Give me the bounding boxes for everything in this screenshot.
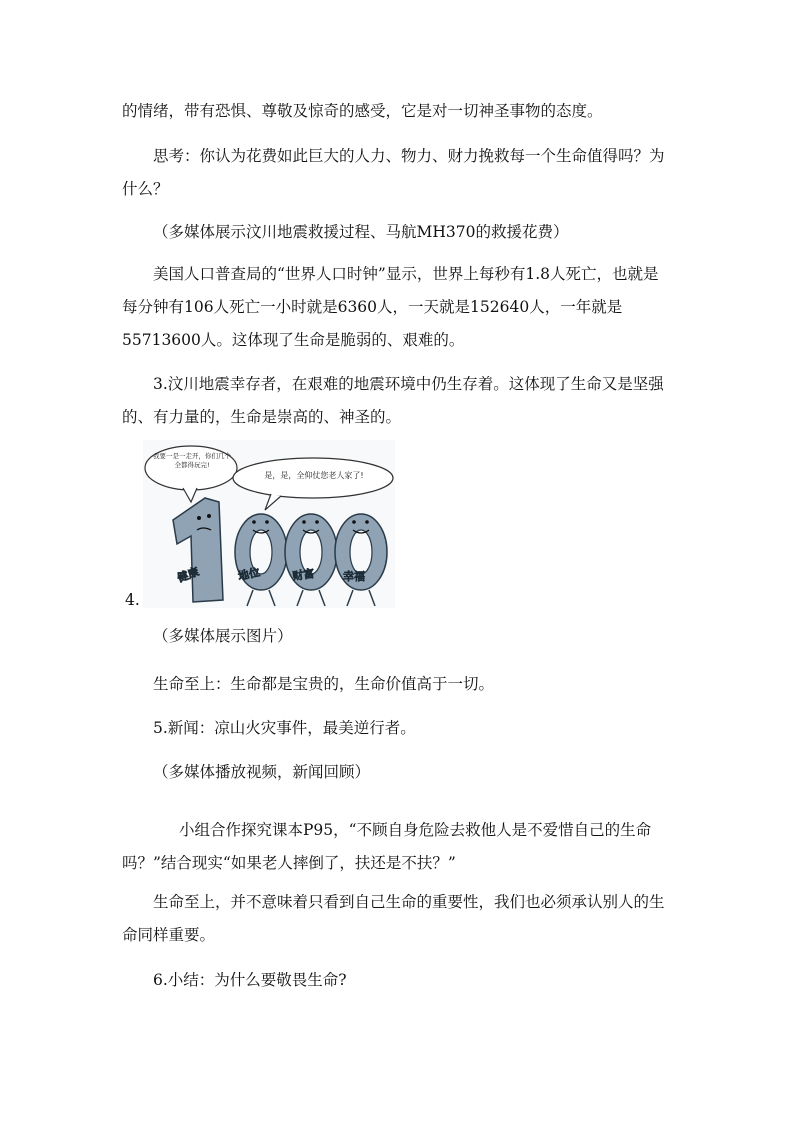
label-health: 健康 xyxy=(175,565,201,585)
cartoon-image xyxy=(143,440,395,608)
paragraph-group-inquiry: 小组合作探究课本P95，“不顾自身危险去救他人是不爱惜自己的生命吗？”结合现实“如果老人摔倒了，扶还是不扶？” xyxy=(122,821,652,872)
item-number-4: 4. xyxy=(125,591,140,609)
paragraph-population-clock: 美国人口普查局的“世界人口时钟”显示，世界上每秒有1.8人死亡，也就是每分钟有106人死亡一小时就是6360人，一天就是152640人，一年就是55713600人。这体现了生命是脆弱的、艰难的。 xyxy=(122,265,659,349)
paragraph-multimedia-3: （多媒体播放视频，新闻回顾） xyxy=(153,763,371,781)
label-happiness: 幸福 xyxy=(343,570,365,583)
paragraph-1: 的情绪，带有恐惧、尊敬及惊奇的感受，它是对一切神圣事物的态度。 xyxy=(122,102,603,120)
paragraph-item-3: 3.汶川地震幸存者，在艰难的地震环境中仍生存着。这体现了生命又是坚强的、有力量的，生命是崇高的、神圣的。 xyxy=(122,375,664,426)
paragraph-multimedia-2: （多媒体展示图片） xyxy=(153,627,293,645)
paragraph-multimedia-1: （多媒体展示汶川地震救援过程、马航MH370的救援花费） xyxy=(153,223,569,241)
paragraph-think: 思考：你认为花费如此巨大的人力、物力、财力挽救每一个生命值得吗？为什么？ xyxy=(122,147,665,198)
bubble-left-text: 我要一是一走开，你们几个全都得玩完! xyxy=(153,452,231,469)
paragraph-item-5: 5.新闻：凉山火灾事件，最美逆行者。 xyxy=(153,719,416,737)
bubble-right-text: 是，是，全仰仗您老人家了! xyxy=(264,471,364,480)
paragraph-summary: 6.小结：为什么要敬畏生命? xyxy=(153,971,347,989)
paragraph-life-supreme: 生命至上：生命都是宝贵的，生命价值高于一切。 xyxy=(153,675,495,693)
label-wealth: 财富 xyxy=(291,567,316,583)
paragraph-others-life: 生命至上，并不意味着只看到自己生命的重要性，我们也必须承认别人的生命同样重要。 xyxy=(122,893,665,944)
label-status: 地位 xyxy=(236,565,262,583)
